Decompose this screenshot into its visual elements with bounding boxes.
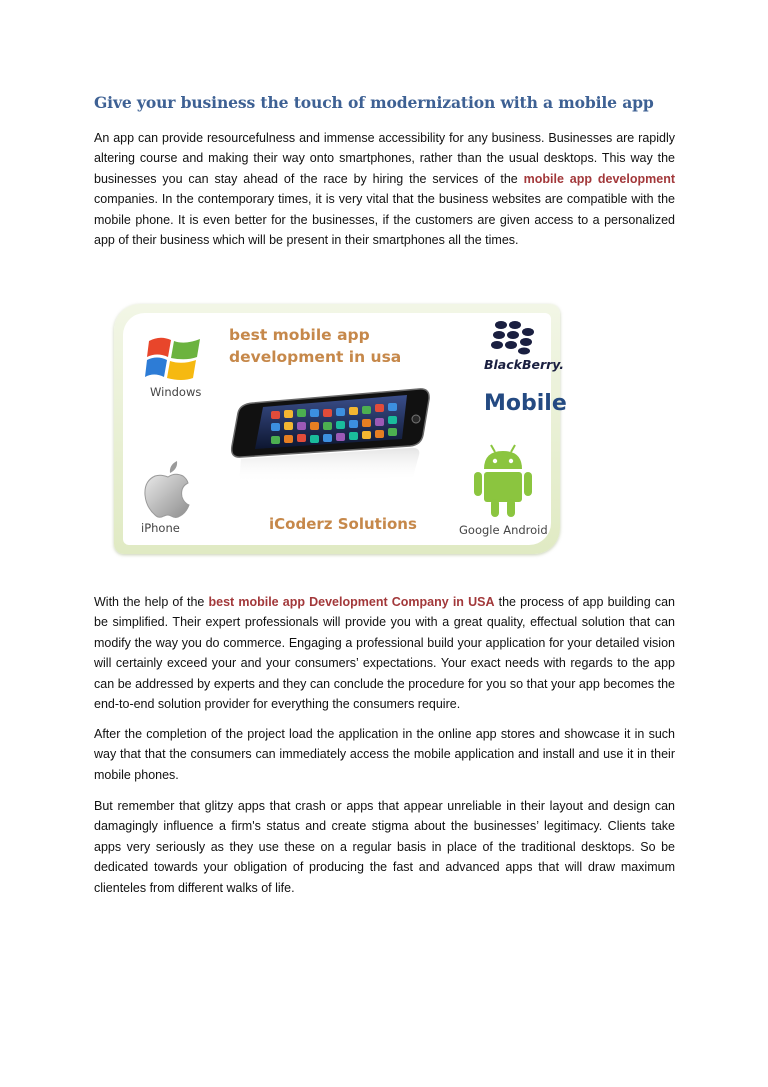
paragraph-intro bbox=[94, 128, 675, 250]
best-mobile-app-company-link[interactable]: best mobile app Development Company in USA bbox=[208, 595, 495, 609]
paragraph-intro-text-start: An app can provide resourcefulness and immense accessibility for any business. Businesses are rapidly altering course and making their way onto smartphones, rather than the usual desktops. This way the businesses you can stay ahead of the race by hiring the services of the bbox=[94, 131, 675, 186]
page-heading: Give your business the touch of modernization with a mobile app bbox=[94, 93, 654, 112]
smartphone-icon bbox=[227, 379, 437, 489]
blackberry-label: BlackBerry. bbox=[484, 357, 565, 372]
paragraph-company bbox=[94, 592, 675, 714]
promo-image-title: best mobile app development in usa bbox=[229, 326, 402, 366]
android-logo-icon bbox=[473, 441, 533, 519]
android-label: Google Android bbox=[459, 523, 548, 537]
paragraph-app-stores: After the completion of the project load the application in the online app stores and showcase it in such way that that the consumers can immediately access the mobile application and install and use it in their mobile phones. bbox=[94, 727, 675, 782]
paragraph-company-text-start: With the help of the bbox=[94, 595, 209, 609]
paragraph-intro-text-end: companies. In the contemporary times, it is very vital that the business websites are compatible with the mobile phone. It is even better for the businesses, if the customers are given access to a personalized app of their business which will be present in their smartphones all the times. bbox=[94, 192, 675, 248]
iphone-label: iPhone bbox=[141, 521, 180, 535]
mobile-label: Mobile bbox=[484, 391, 567, 416]
paragraph-company-text-end: the process of app building can be simplified. Their expert professionals will provide you with a great quality, effectual solution that can modify the way you do commerce. Engaging a professional build your application for your detailed vision will certainly exceed your and your consumers’ expectations. Your exact needs with regards to the app can be addressed by experts and they can conclude the procedure for you so that your app becomes the end-to-end solution provider for everything the consumers require. bbox=[94, 595, 675, 712]
promo-image-brand: iCoderz Solutions bbox=[269, 515, 417, 533]
mobile-app-development-link[interactable]: mobile app development bbox=[523, 171, 675, 186]
apple-logo-icon bbox=[143, 459, 193, 519]
windows-logo-icon bbox=[145, 327, 205, 387]
blackberry-logo-icon bbox=[493, 319, 537, 355]
windows-label: Windows bbox=[150, 385, 202, 399]
promo-image bbox=[114, 304, 567, 554]
paragraph-reliability: But remember that glitzy apps that crash or apps that appear unreliable in their layout and design can damagingly influence a firm's status and create stigma about the businesses’ legitimacy. Clients take apps very seriously as they use these on a regular basis in place of the traditional desktops. So be dedicated towards your obligation of producing the fast and advanced apps that will draw maximum clienteles from different walks of life. bbox=[94, 799, 675, 895]
promo-image-inner bbox=[123, 313, 567, 545]
